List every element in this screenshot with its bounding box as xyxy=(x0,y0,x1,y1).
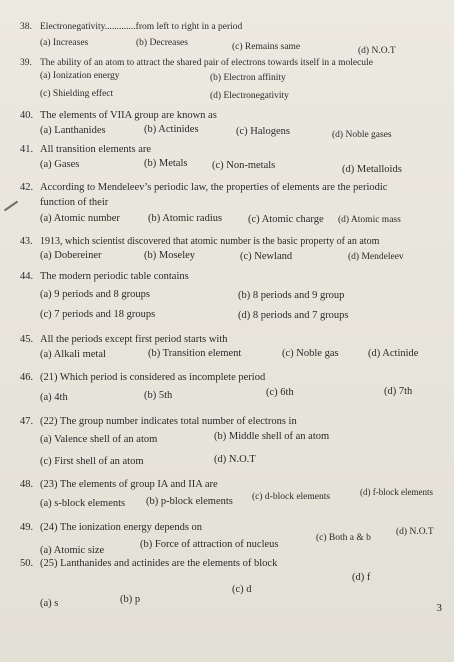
page-number: 3 xyxy=(436,602,442,614)
question-44 xyxy=(20,269,446,321)
option-a: (a) Atomic number xyxy=(40,213,120,224)
option-c: (c) d xyxy=(232,584,252,595)
question-stem: 46. (21) Which period is considered as incomplete period xyxy=(20,372,266,383)
question-43 xyxy=(20,234,446,262)
option-c: (c) First shell of an atom xyxy=(40,456,144,467)
option-c: (c) 7 periods and 18 groups xyxy=(40,309,156,320)
question-47 xyxy=(20,414,446,467)
question-41 xyxy=(20,142,446,175)
option-c: (c) Non-metals xyxy=(212,160,276,171)
question-50 xyxy=(20,556,446,609)
option-d: (d) 8 periods and 7 groups xyxy=(238,310,349,321)
question-stem: 44. The modern periodic table contains xyxy=(20,271,189,282)
option-b: (b) Middle shell of an atom xyxy=(214,431,330,442)
question-stem: 39. The ability of an atom to attract the shared pair of electrons towards itself in a molecule xyxy=(20,58,373,68)
question-39 xyxy=(20,56,446,101)
option-a: (a) Atomic size xyxy=(40,545,105,556)
option-d: (d) f xyxy=(352,572,371,583)
option-a: (a) s xyxy=(40,598,59,609)
option-c: (c) Remains same xyxy=(232,42,301,52)
option-b: (b) Decreases xyxy=(136,38,188,48)
question-stem: 41. All transition elements are xyxy=(20,144,152,155)
option-a: (a) 9 periods and 8 groups xyxy=(40,289,150,300)
option-b: (b) Transition element xyxy=(148,348,242,359)
option-c: (c) Newland xyxy=(240,251,293,262)
option-c: (c) Atomic charge xyxy=(248,214,324,225)
option-c: (c) Both a & b xyxy=(316,533,371,543)
question-42 xyxy=(20,180,446,225)
option-c: (c) d-block elements xyxy=(252,492,331,502)
option-a: (a) Valence shell of an atom xyxy=(40,434,158,445)
option-d: (d) Metalloids xyxy=(342,164,402,175)
option-b: (b) Metals xyxy=(144,158,188,169)
option-b: (b) Electron affinity xyxy=(210,73,286,83)
question-46 xyxy=(20,370,446,403)
option-c: (c) 6th xyxy=(266,387,294,398)
option-d: (d) N.O.T xyxy=(358,46,396,56)
option-b: (b) 8 periods and 9 group xyxy=(238,290,345,301)
option-b: (b) p xyxy=(120,594,141,605)
option-b: (b) 5th xyxy=(144,390,173,401)
pen-mark xyxy=(4,201,18,212)
question-38 xyxy=(20,20,446,56)
question-stem: 49. (24) The ionization energy depends on xyxy=(20,522,203,533)
question-stem: 45. All the periods except first period starts with xyxy=(20,334,228,345)
option-a: (a) Increases xyxy=(40,38,89,48)
option-d: (d) N.O.T xyxy=(396,527,434,537)
option-d: (d) Actinide xyxy=(368,348,419,359)
question-40 xyxy=(20,108,446,140)
option-c: (c) Halogens xyxy=(236,126,290,137)
option-a: (a) Ionization energy xyxy=(40,71,120,81)
option-b: (b) Actinides xyxy=(144,124,199,135)
question-stem: 50. (25) Lanthanides and actinides are the elements of block xyxy=(20,558,278,569)
option-d: (d) Noble gases xyxy=(332,130,392,140)
option-a: (a) Gases xyxy=(40,159,80,170)
option-d: (d) Electronegativity xyxy=(210,91,289,101)
option-d: (d) Atomic mass xyxy=(338,215,401,225)
option-a: (a) 4th xyxy=(40,392,68,403)
option-d: (d) N.O.T xyxy=(214,454,256,465)
question-stem: 47. (22) The group number indicates total number of electrons in xyxy=(20,416,297,427)
option-c: (c) Noble gas xyxy=(282,348,339,359)
question-48 xyxy=(20,477,446,509)
question-stem: 43. 1913, which scientist discovered that atomic number is the basic property of an atom xyxy=(20,236,380,247)
question-45 xyxy=(20,332,446,360)
option-b: (b) p-block elements xyxy=(146,496,233,507)
option-a: (a) Lanthanides xyxy=(40,125,106,136)
option-c: (c) Shielding effect xyxy=(40,89,114,99)
question-stem: 38. Electronegativity.............from left to right in a period xyxy=(20,22,243,32)
question-stem: 48. (23) The elements of group IA and IIA are xyxy=(20,479,218,490)
question-49 xyxy=(20,520,446,556)
option-b: (b) Force of attraction of nucleus xyxy=(140,539,279,550)
question-stem: 40. The elements of VIIA group are known as xyxy=(20,110,217,121)
option-a: (a) Alkali metal xyxy=(40,349,106,360)
option-d: (d) 7th xyxy=(384,386,413,397)
option-a: (a) Dobereiner xyxy=(40,250,102,261)
option-b: (b) Atomic radius xyxy=(148,213,223,224)
option-d: (d) f-block elements xyxy=(360,487,433,497)
question-stem-line-2: function of their xyxy=(40,197,109,208)
option-a: (a) s-block elements xyxy=(40,498,126,509)
option-d: (d) Mendeleev xyxy=(348,252,404,262)
question-stem: 42. According to Mendeleev’s periodic law, the properties of elements are the periodic xyxy=(20,182,388,193)
option-b: (b) Moseley xyxy=(144,250,196,261)
